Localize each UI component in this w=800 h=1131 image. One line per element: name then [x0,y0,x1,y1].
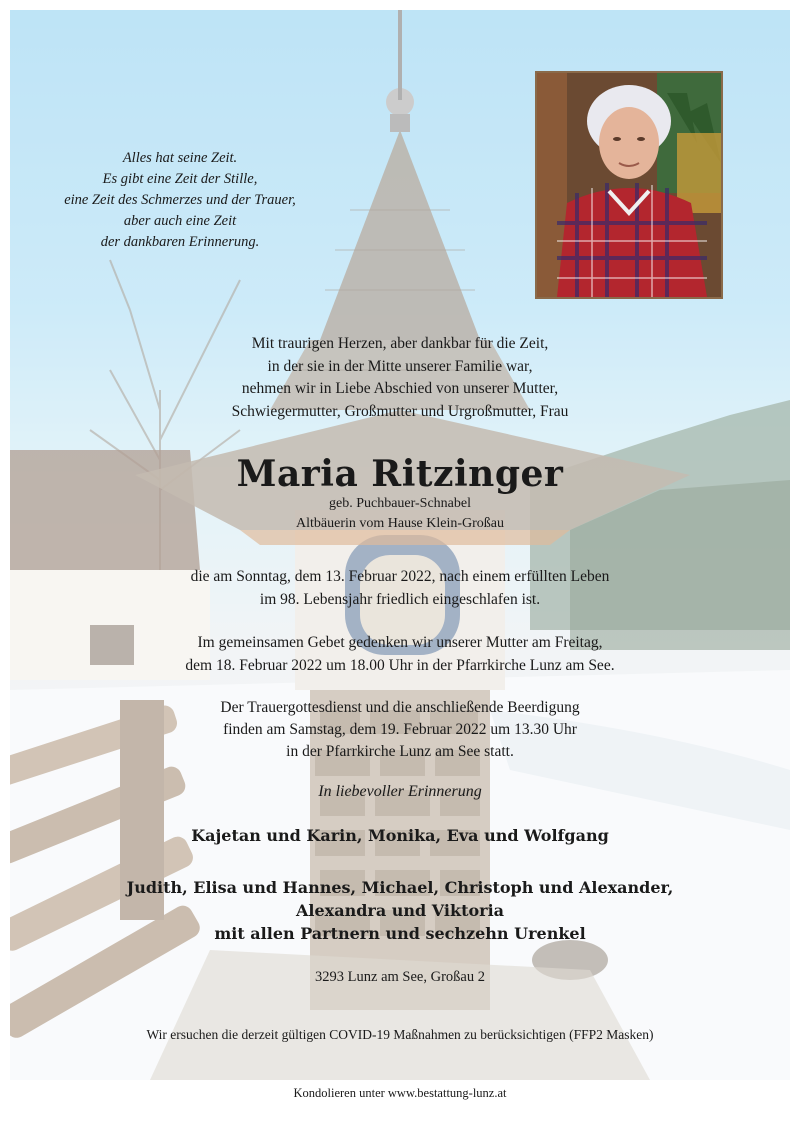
deceased-details [0,494,800,534]
intro-line: Schwiegermutter, Großmutter und Urgroßmutter, Frau [231,402,569,420]
family-grandchildren [0,876,800,945]
funeral-line: finden am Samstag, dem 19. Februar 2022 um 13.30 Uhr [223,721,577,738]
grandchildren-line: Judith, Elisa und Hannes, Michael, Christoph und Alexander, [126,878,674,897]
prayer-line: dem 18. Februar 2022 um 18.00 Uhr in der Pfarrkirche Lunz am See. [185,656,615,674]
motto-line: aber auch eine Zeit [123,213,237,229]
memory-heading: In liebevoller Erinnerung [318,783,482,800]
funeral-notice [0,697,800,763]
portrait-image [537,73,721,297]
motto-line: Alles hat seine Zeit. [122,150,238,166]
funeral-line: Der Trauergottesdienst und die anschließende Beerdigung [220,699,580,716]
intro-line: Mit traurigen Herzen, aber dankbar für die Zeit, [251,335,549,352]
intro-line: nehmen wir in Liebe Abschied von unserer Mutter, [241,380,559,397]
condolence-link[interactable]: Kondolieren unter www.bestattung-lunz.at [293,1086,507,1100]
death-notice [0,566,800,611]
covid-notice: Wir ersuchen die derzeit gültigen COVID-19 Maßnahmen zu berücksichtigen (FFP2 Masken) [146,1027,654,1042]
prayer-notice [0,632,800,677]
family-children: Kajetan und Karin, Monika, Eva und Wolfgang [191,826,609,845]
motto-line: eine Zeit des Schmerzes und der Trauer, [64,192,296,208]
grandchildren-line: Alexandra und Viktoria [295,901,505,920]
motto-line: Es gibt eine Zeit der Stille, [102,171,258,187]
deceased-title: Altbäuerin vom Hause Klein-Großau [296,516,504,531]
intro-text [0,333,800,423]
portrait-photo [535,71,723,299]
family-address: 3293 Lunz am See, Großau 2 [315,969,485,985]
motto-line: der dankbaren Erinnerung. [100,234,260,250]
death-line: im 98. Lebensjahr friedlich eingeschlafen ist. [259,590,541,608]
intro-line: in der sie in der Mitte unserer Familie war, [267,357,533,375]
death-line: die am Sonntag, dem 13. Februar 2022, nach einem erfüllten Leben [190,568,610,585]
motto-verse [30,148,330,253]
prayer-line: Im gemeinsamen Gebet gedenken wir unserer Mutter am Freitag, [197,634,603,651]
birth-name: geb. Puchbauer-Schnabel [328,496,471,511]
grandchildren-line: mit allen Partnern und sechzehn Urenkel [214,924,586,943]
funeral-line: in der Pfarrkirche Lunz am See statt. [286,743,514,760]
deceased-name: Maria Ritzinger [236,453,564,495]
